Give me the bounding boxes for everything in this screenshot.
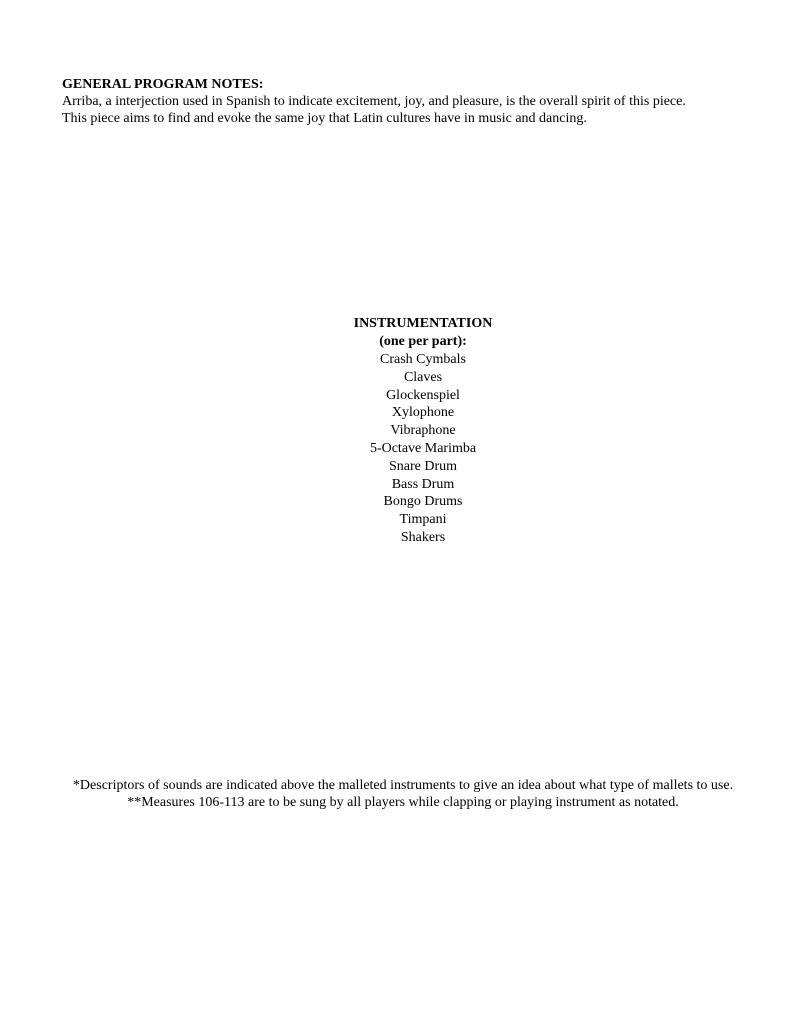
instrument-item: Timpani (399, 512, 447, 528)
instrument-item: Claves (403, 369, 443, 385)
footnotes-section (0, 777, 791, 811)
instrument-list (0, 351, 791, 547)
instrument-item: Glockenspiel (386, 387, 460, 403)
instrument-item: Xylophone (391, 405, 455, 421)
footnote-mallets: *Descriptors of sounds are indicated above the malleted instruments to give an idea about what type of mallets to use. (72, 778, 734, 793)
instrument-item: Bongo Drums (383, 494, 463, 510)
program-notes-section (62, 76, 782, 127)
instrumentation-subheading: (one per part): (379, 334, 467, 349)
instrument-item: Bass Drum (391, 476, 455, 492)
instrumentation-section (0, 315, 791, 547)
instrument-item: Vibraphone (390, 423, 456, 439)
program-notes-line-2: This piece aims to find and evoke the same joy that Latin cultures have in music and dancing. (62, 111, 587, 126)
instrument-item: Crash Cymbals (380, 352, 466, 367)
instrument-item: Shakers (400, 529, 446, 545)
footnote-measures: **Measures 106-113 are to be sung by all players while clapping or playing instrument as notated. (127, 795, 679, 810)
program-notes-line-1: Arriba, a interjection used in Spanish to indicate excitement, joy, and pleasure, is the overall spirit of this piece. (62, 94, 686, 109)
instrument-item: 5-Octave Marimba (369, 440, 477, 456)
program-notes-heading: GENERAL PROGRAM NOTES: (62, 77, 264, 92)
instrumentation-heading: INSTRUMENTATION (353, 316, 493, 331)
instrument-item: Snare Drum (388, 458, 458, 474)
